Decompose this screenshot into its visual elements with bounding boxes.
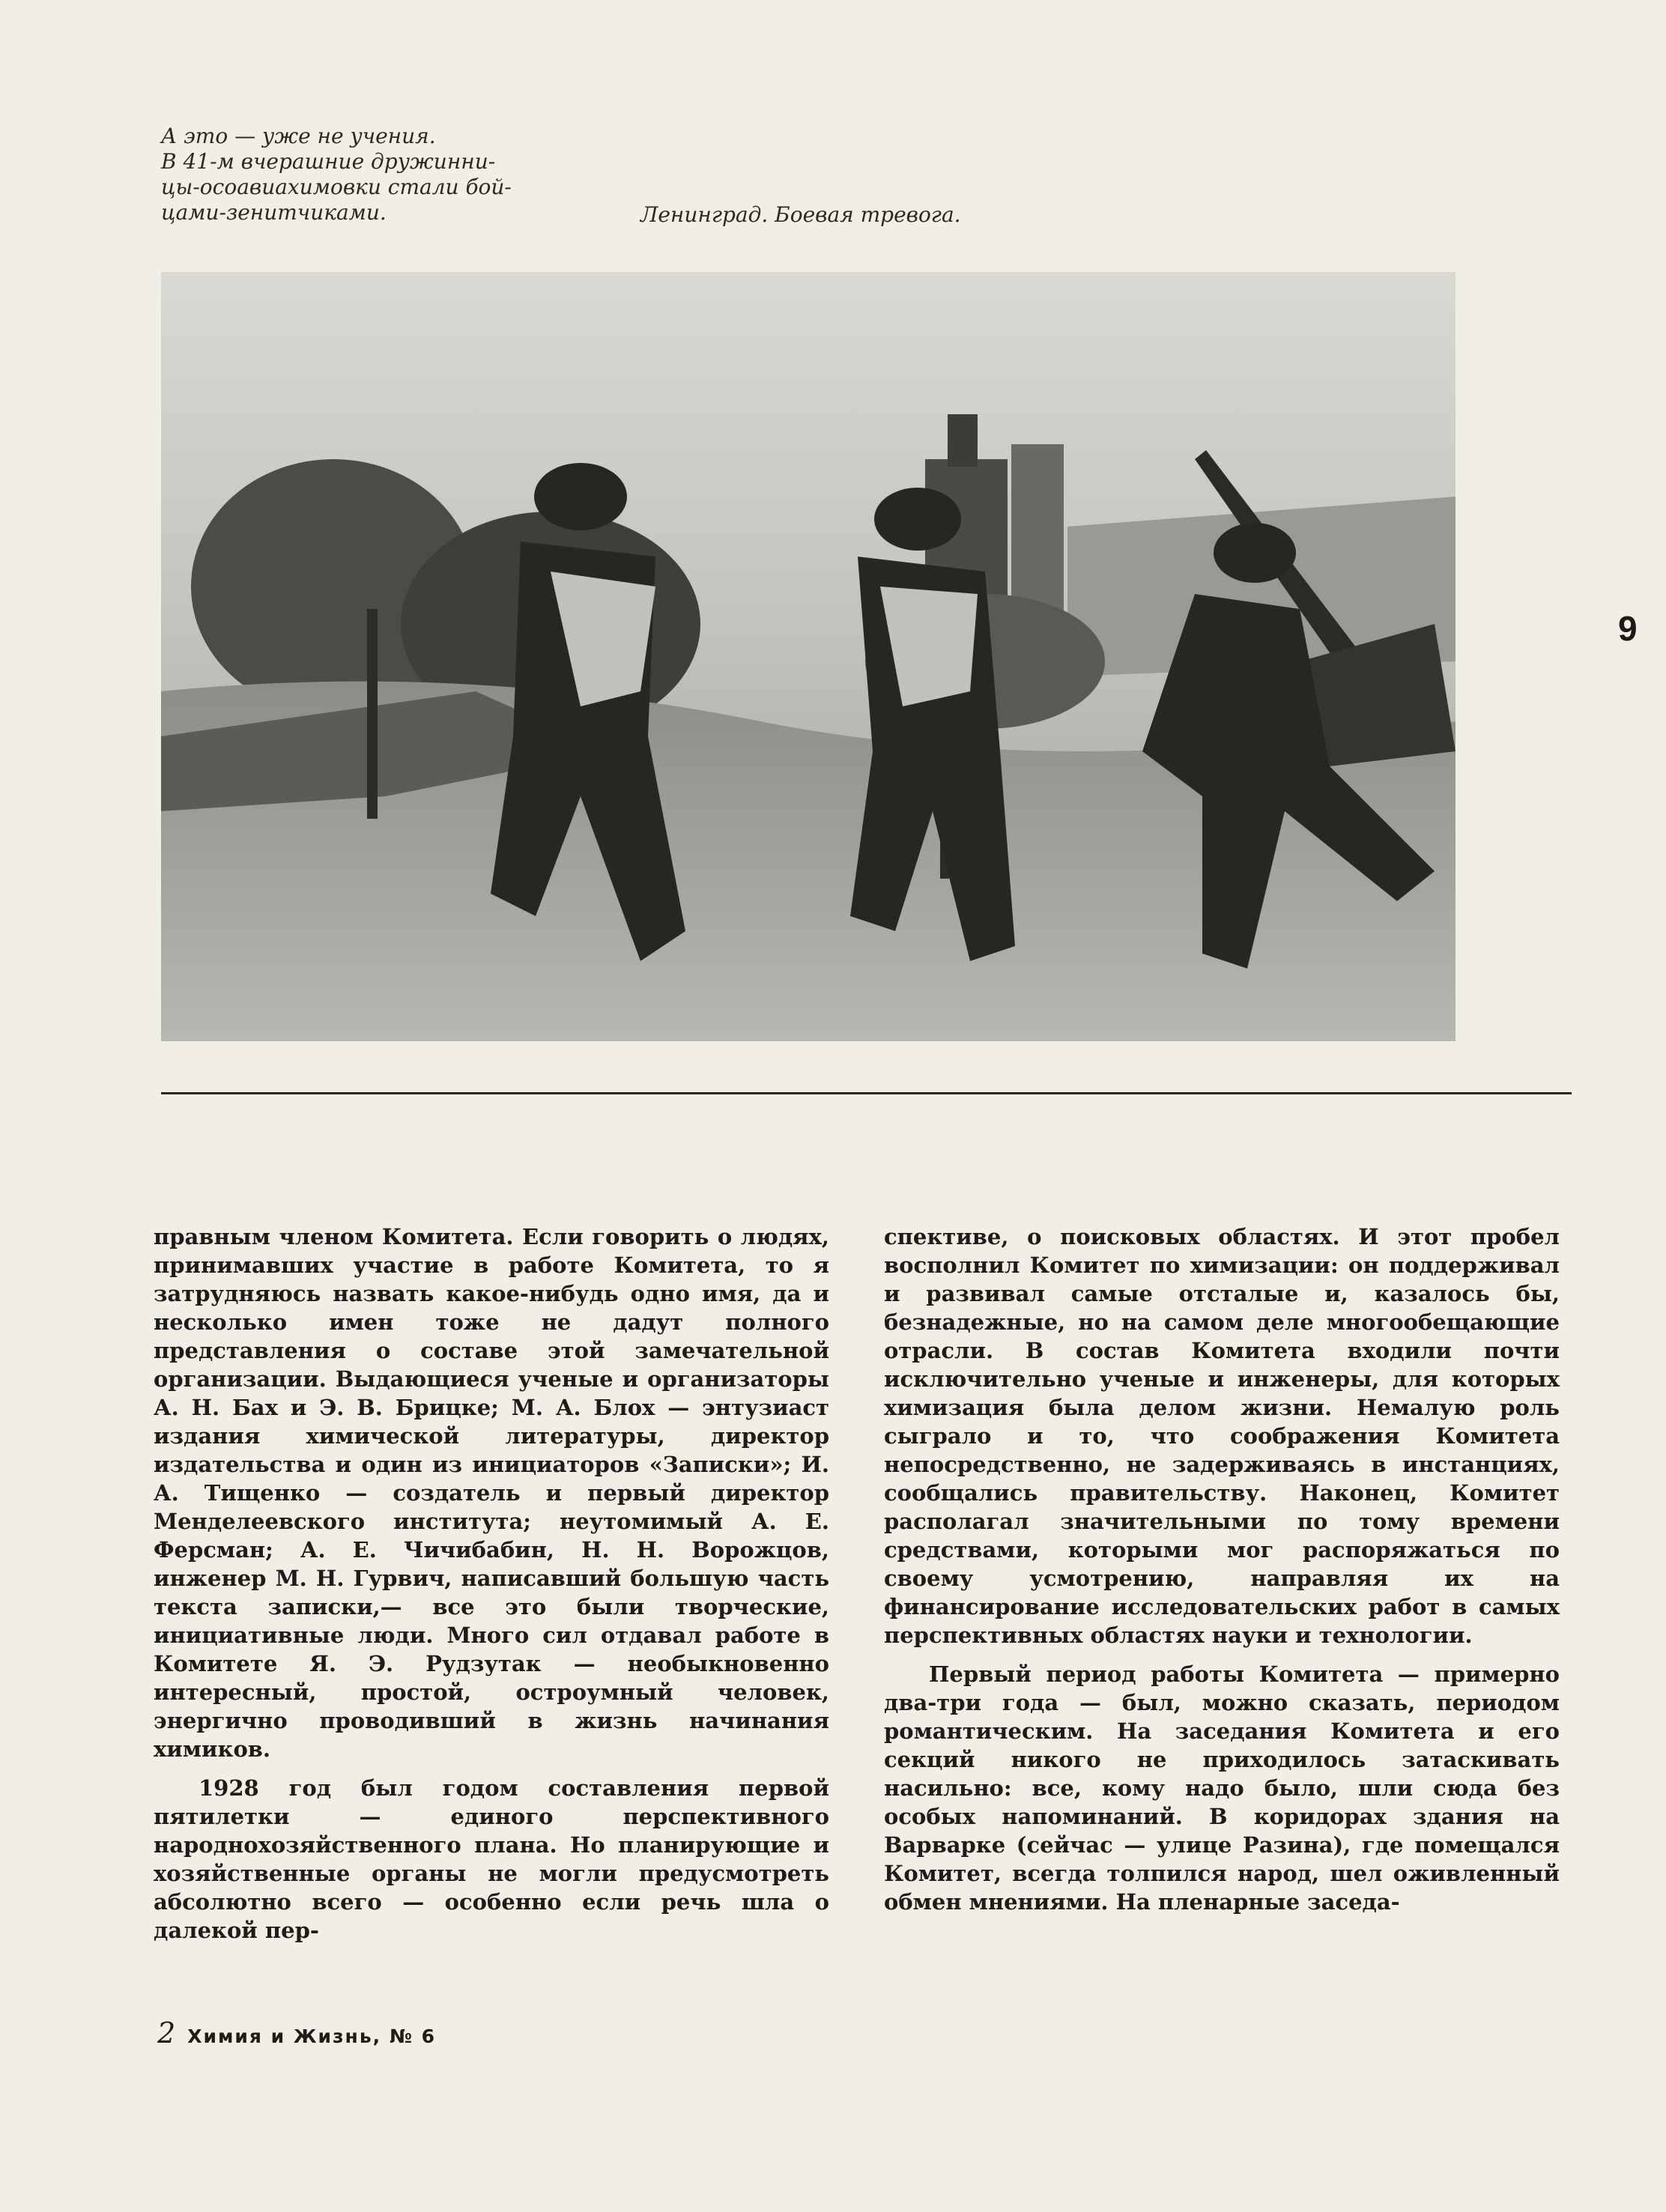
photo-caption-left: А это — уже не учения. В 41-м вчерашние дружинни- цы-осоавиахимовки стали бой- цами-зенитчиками. (161, 124, 512, 225)
photo-caption-right: Ленинград. Боевая тревога. (640, 202, 961, 227)
text-column-right (884, 1222, 1560, 1916)
page-number: 2 (157, 2016, 178, 2049)
paragraph: 1928 год был годом составления первой пятилетки — единого перспективного народнохозяйственного плана. Но планирующие и хозяйственные органы не могли предусмотреть абсолютно всего — особенно если речь шла о далекой пер- (154, 1775, 829, 1943)
page-marker: 9 (1618, 609, 1638, 648)
page-footer (157, 2016, 436, 2049)
journal-title: Химия и Жизнь, № 6 (187, 2025, 437, 2047)
paragraph: спективе, о поисковых областях. И этот пробел восполнил Комитет по химизации: он поддерживал и развивал самые отсталые и, казалось бы, безнадежные, но на самом деле многообещающие отрасли. В состав Комитета входили почти исключительно ученые и инженеры, для которых химизация была делом жизни. Немалую роль сыграло и то, что соображения Комитета непосредственно, не задерживаясь в инстанциях, сообщались правительству. Наконец, Комитет располагал значительными по тому времени средствами, которыми мог распоряжаться по своему усмотрению, направляя их на финансирование исследовательских работ в самых перспективных областях науки и технологии. (884, 1224, 1560, 1648)
text-column-left (154, 1222, 829, 1945)
paragraph: правным членом Комитета. Если говорить о людях, принимавших участие в работе Комитета, то я затрудняюсь назвать какое-нибудь одно имя, да и несколько имен тоже не дадут полного представления о составе этой замечательной организации. Выдающиеся ученые и организаторы А. Н. Бах и Э. В. Брицке; М. А. Блох — энтузиаст издания химической литературы, директор издательства и один из инициаторов «Записки»; И. А. Тищенко — создатель и первый директор Менделеевского института; неутомимый А. Е. Ферсман; А. Е. Чичибабин, Н. Н. Ворожцов, инженер М. Н. Гурвич, написавший большую часть текста записки,— все это были творческие, инициативные люди. Много сил отдавал работе в Комитете Я. Э. Рудзутак — необыкновенно интересный, простой, остроумный человек, энергично проводивший в жизнь начинания химиков. (154, 1224, 829, 1762)
wartime-photo (161, 272, 1456, 1041)
horizontal-rule (161, 1092, 1572, 1094)
paragraph: Первый период работы Комитета — примерно два-три года — был, можно сказать, периодом романтическим. На заседания Комитета и его секций никого не приходилось затаскивать насильно: все, кому надо было, шли сюда без особых напоминаний. В коридорах здания на Варварке (сейчас — улице Разина), где помещался Комитет, всегда толпился народ, шел оживленный обмен мнениями. На пленарные заседа- (884, 1661, 1560, 1915)
